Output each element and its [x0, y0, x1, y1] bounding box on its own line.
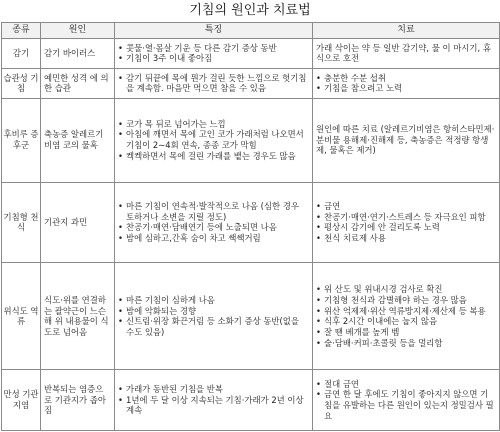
table-row: [2, 68, 500, 98]
list-item: • 위 산도 및 위내시경 검사로 확진: [316, 284, 496, 295]
treatment-cell: [313, 263, 500, 370]
list-item: • 밤에 악화되는 경향: [118, 306, 309, 317]
header-treatment: 치료: [313, 23, 500, 39]
features-cell-list: [118, 295, 309, 338]
list-item: 가래 삭이는 약 등 일반 감기약, 물 이 마시기, 휴식으로 호전: [316, 42, 491, 64]
features-cell-list: [118, 201, 309, 244]
list-item: • 신트림·위장 화끈거림 등 소화기 증상 동반(없을 수도 있음): [118, 316, 309, 337]
treatment-cell-list: [316, 43, 496, 64]
features-cell: [115, 182, 313, 263]
list-item: • 콧물·열·몸살 기운 등 다른 감기 증상 동반: [118, 43, 309, 54]
list-item: • 코가 목 뒤로 넘어가는 느낌: [118, 119, 309, 130]
list-item: • 마른 기침이 연속적·발작적으로 나옴 (심한 경우 토하거나 소변을 지릴 정도): [118, 201, 309, 222]
features-cell: [115, 370, 313, 431]
cause-cell: 식도·위를 연결하는 괄약근이 느슨해 위 내용물이 식도로 넘어옴: [41, 263, 115, 370]
header-cause: 원인: [41, 23, 115, 39]
features-cell: [115, 263, 313, 370]
table-title: 기침의 원인과 치료법: [189, 3, 311, 18]
features-cell: [115, 68, 313, 98]
table-row: [2, 182, 500, 263]
list-item: • 마른 기침이 심하게 나옴: [118, 295, 309, 306]
list-item: • 찬공기·매연·연기·스트레스 등 자극요인 피함: [316, 212, 496, 223]
cough-type-cell: 만성 기관지염: [2, 370, 41, 431]
list-item: • 위산 억제제·위산 역류방지제·제산제 등 복용: [316, 306, 496, 317]
treatment-cell: [313, 68, 500, 98]
treatment-cell-list: [316, 73, 496, 94]
list-item: • 찬공기·매연·담배연기 등에 노출되면 나옴: [118, 222, 309, 233]
list-item: • 식후 2시간 이내에는 눕지 않음: [316, 316, 496, 327]
table-row: [2, 98, 500, 182]
cause-cell: 축농증 알레르기비염 코의 물혹: [41, 98, 115, 182]
features-cell-list: [118, 73, 309, 94]
features-cell-list: [118, 43, 309, 64]
list-item: • 켁켁하면서 목에 걸린 가래를 뱉는 경우도 많음: [118, 151, 309, 162]
list-item: • 밤에 심하고,간혹 숨이 차고 쌕쌕거림: [118, 233, 309, 244]
list-item: • 기침이 3주 이내 좋아짐: [118, 53, 309, 64]
table-row: [2, 263, 500, 370]
list-item: • 술·담배·커피·초콜릿 등을 멀리함: [316, 338, 496, 349]
list-item: • 아침에 깨면서 목에 고인 코가 가래처럼 나오면서 기침이 2∼4회 연속, 종종 코가 막힘: [118, 129, 309, 150]
treatment-cell-list: [316, 201, 496, 244]
list-item: 원인에 따른 치료 (알레르기비염은 항히스타민제·분비물 용해제·진해제 등, 축농증은 적정량 항생제, 물혹은 제거): [316, 124, 495, 156]
list-item: • 기침을 참으려고 노력: [316, 83, 496, 94]
treatment-cell: [313, 370, 500, 431]
cough-table: [1, 22, 500, 431]
cough-type-cell: 기침형 천식: [2, 182, 41, 263]
list-item: • 기침형 천식과 감별해야 하는 경우 많음: [316, 295, 496, 306]
features-cell: [115, 39, 313, 69]
list-item: • 천식 치료제 사용: [316, 233, 496, 244]
list-item: • 잘 땐 베개를 높게 벰: [316, 327, 496, 338]
cause-cell: 예민한 성격 에 의한 습관: [41, 68, 115, 98]
treatment-cell: [313, 98, 500, 182]
list-item: • 충분한 수분 섭취: [316, 73, 496, 84]
list-item: • 금연 한 달 후에도 기침이 좋아지지 않으면 기침을 유발하는 다른 원인이 있는지 정밀검사 필요: [316, 389, 496, 421]
header-row: [2, 23, 500, 39]
treatment-cell-list: [316, 284, 496, 348]
features-cell-list: [118, 384, 309, 416]
treatment-cell: [313, 182, 500, 263]
cause-cell: 기관지 과민: [41, 182, 115, 263]
cough-type-cell: 후비루 증후군: [2, 98, 41, 182]
list-item: • 절대 금연: [316, 379, 496, 390]
cough-type-cell: 위식도 역류: [2, 263, 41, 370]
treatment-cell-list: [316, 124, 496, 156]
features-cell-list: [118, 119, 309, 162]
table-row: [2, 39, 500, 69]
cough-type-cell: 습관성 기침: [2, 68, 41, 98]
header-type: 종류: [2, 23, 41, 39]
cause-cell: 반복되는 염증으로 기관지가 좁아짐: [41, 370, 115, 431]
cough-type-cell: 감기: [2, 39, 41, 69]
treatment-cell-list: [316, 379, 496, 422]
list-item: • 1년에 두 달 이상 지속되는 기침·가래가 2년 이상 계속: [118, 395, 309, 416]
header-features: 특징: [115, 23, 313, 39]
list-item: • 평상시 감기에 안 걸리도록 노력: [316, 222, 496, 233]
cause-cell: 감기 바이러스: [41, 39, 115, 69]
list-item: • 감기 뒤끝에 목에 뭔가 걸린 듯한 느낌으로 헛기침을 계속함. 마음만 먹으면 참을 수 있음: [118, 73, 309, 94]
table-row: [2, 370, 500, 431]
treatment-cell: [313, 39, 500, 69]
list-item: • 금연: [316, 201, 496, 212]
features-cell: [115, 98, 313, 182]
list-item: • 가래가 동반된 기침을 반복: [118, 384, 309, 395]
